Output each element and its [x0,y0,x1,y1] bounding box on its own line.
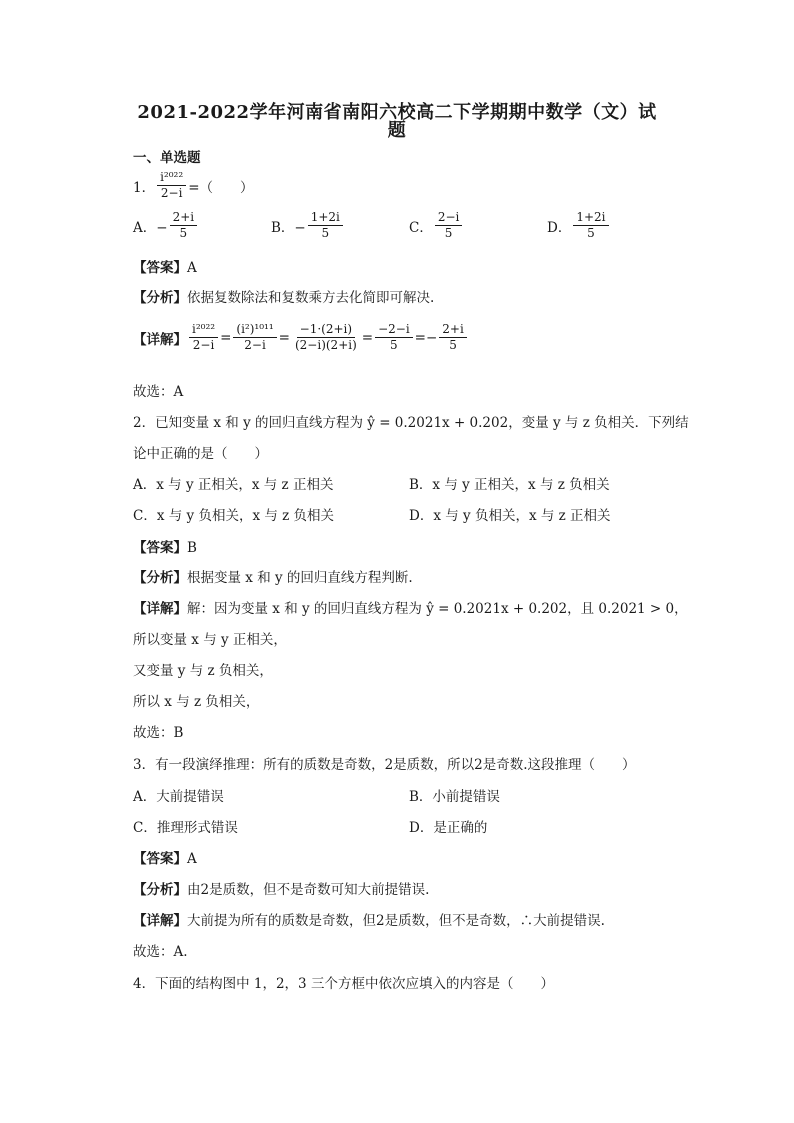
q3-option-c: C．推理形式错误 [133,820,238,836]
frac-num: 2+i [439,322,467,338]
q1-option-a-fraction [170,210,198,241]
q2-analysis [133,566,413,586]
q1-option-d-label: D． [547,219,572,236]
q2-choice: 故选：B [133,725,184,741]
q1-option-c-num: 2−i [435,210,463,226]
q1-detail-frac-3 [292,322,360,353]
q1-option-c-fraction [435,210,463,241]
section-heading: 一、单选题 [133,150,201,166]
frac-num: −1·(2+i) [297,322,355,338]
q1-analysis [133,286,434,306]
q2-detail [133,597,688,617]
answer-value: A [187,851,197,867]
answer-tag: 【答案】 [133,540,187,556]
q2-detail-line2: 所以变量 x 与 y 正相关， [133,632,287,648]
answer-value: B [187,540,197,556]
analysis-tag: 【分析】 [133,882,187,898]
q1-option-d-den: 5 [587,226,595,240]
q1-stem-numerator: i²⁰²² [157,170,186,186]
frac-den: 2−i [192,338,215,352]
q2-detail-line3: 又变量 y 与 z 负相关， [133,663,273,679]
q1-option-c-den: 5 [444,226,453,240]
q1-option-d [547,210,611,241]
frac-den: (2−i)(2+i) [294,338,357,352]
q1-stem-tail: =（ ） [188,179,254,196]
q1-option-a-label: A．− [133,219,168,236]
equals-sign: = [278,329,290,346]
page-title-line1: 2021-2022学年河南省南阳六校高二下学期期中数学（文）试 [137,102,657,123]
q1-answer [133,256,197,276]
q1-stem [133,170,254,201]
q1-option-b-num: 1+2i [308,210,343,226]
q3-option-a: A．大前提错误 [133,789,224,805]
q1-detail-frac-2 [233,322,276,353]
q4-stem: 4．下面的结构图中 1，2，3 三个方框中依次应填入的内容是（ ） [133,976,554,992]
answer-tag: 【答案】 [133,260,187,276]
q1-option-a-num: 2+i [170,210,198,226]
q1-option-d-num: 1+2i [573,210,608,226]
q3-option-d: D．是正确的 [409,820,488,836]
analysis-tag: 【分析】 [133,290,187,306]
q1-option-b-fraction [308,210,343,241]
equals-sign: =− [414,329,438,346]
detail-text: 解：因为变量 x 和 y 的回归直线方程为 ŷ = 0.2021x + 0.202，且 0.2021 > 0， [187,601,688,617]
frac-num: −2−i [375,322,413,338]
q2-stem-line2: 论中正确的是（ ） [133,446,268,462]
q2-option-c: C．x 与 y 负相关，x 与 z 负相关 [133,508,335,524]
q1-option-b-label: B．− [271,219,306,236]
analysis-text: 根据变量 x 和 y 的回归直线方程判断. [187,570,413,586]
q1-stem-fraction [157,170,186,201]
frac-num: (i²)¹⁰¹¹ [233,322,276,338]
q3-detail [133,909,605,929]
q1-option-d-fraction [573,210,608,241]
page-title-line2: 题 [387,120,407,141]
q1-option-c [409,210,464,241]
q1-stem-denominator: 2−i [160,186,183,200]
analysis-text: 依据复数除法和复数乘方去化简即可解决. [187,290,435,306]
q3-stem: 3．有一段演绎推理：所有的质数是奇数，2是质数，所以2是奇数.这段推理（ ） [133,757,636,773]
q2-detail-line4: 所以 x 与 z 负相关， [133,694,260,710]
q3-analysis [133,878,429,898]
q1-option-a [133,210,199,241]
q3-answer [133,847,197,867]
q2-answer [133,536,197,556]
detail-tag: 【详解】 [133,601,187,617]
equals-sign: = [220,329,232,346]
analysis-text: 由2是质数，但不是奇数可知大前提错误. [187,882,430,898]
answer-tag: 【答案】 [133,851,187,867]
detail-text: 大前提为所有的质数是奇数，但2是质数，但不是奇数，∴大前提错误. [187,913,605,929]
detail-tag: 【详解】 [133,331,187,348]
equals-sign: = [361,329,374,346]
frac-den: 2−i [244,338,266,352]
q1-number: 1． [133,179,156,196]
answer-value: A [187,260,197,276]
frac-den: 5 [449,338,457,352]
q1-choice: 故选：A [133,384,184,400]
q1-detail [133,322,469,353]
q3-option-b: B．小前提错误 [409,789,500,805]
q1-option-b-den: 5 [321,226,330,240]
q3-choice: 故选：A. [133,944,188,960]
q1-detail-frac-5 [439,322,467,353]
q2-option-b: B．x 与 y 正相关，x 与 z 负相关 [409,477,610,493]
q1-detail-frac-4 [375,322,413,353]
detail-tag: 【详解】 [133,913,187,929]
q1-option-a-den: 5 [179,226,188,240]
frac-den: 5 [390,338,398,352]
q2-stem-line1: 2．已知变量 x 和 y 的回归直线方程为 ŷ = 0.2021x + 0.202，变量 y 与 z 负相关．下列结 [133,415,689,431]
q1-option-b [271,210,345,241]
q1-option-c-label: C． [409,219,433,236]
q1-detail-frac-1 [189,322,218,353]
q2-option-a: A．x 与 y 正相关，x 与 z 正相关 [133,477,334,493]
q2-option-d: D．x 与 y 负相关，x 与 z 正相关 [409,508,611,524]
frac-num: i²⁰²² [189,322,218,338]
analysis-tag: 【分析】 [133,570,187,586]
